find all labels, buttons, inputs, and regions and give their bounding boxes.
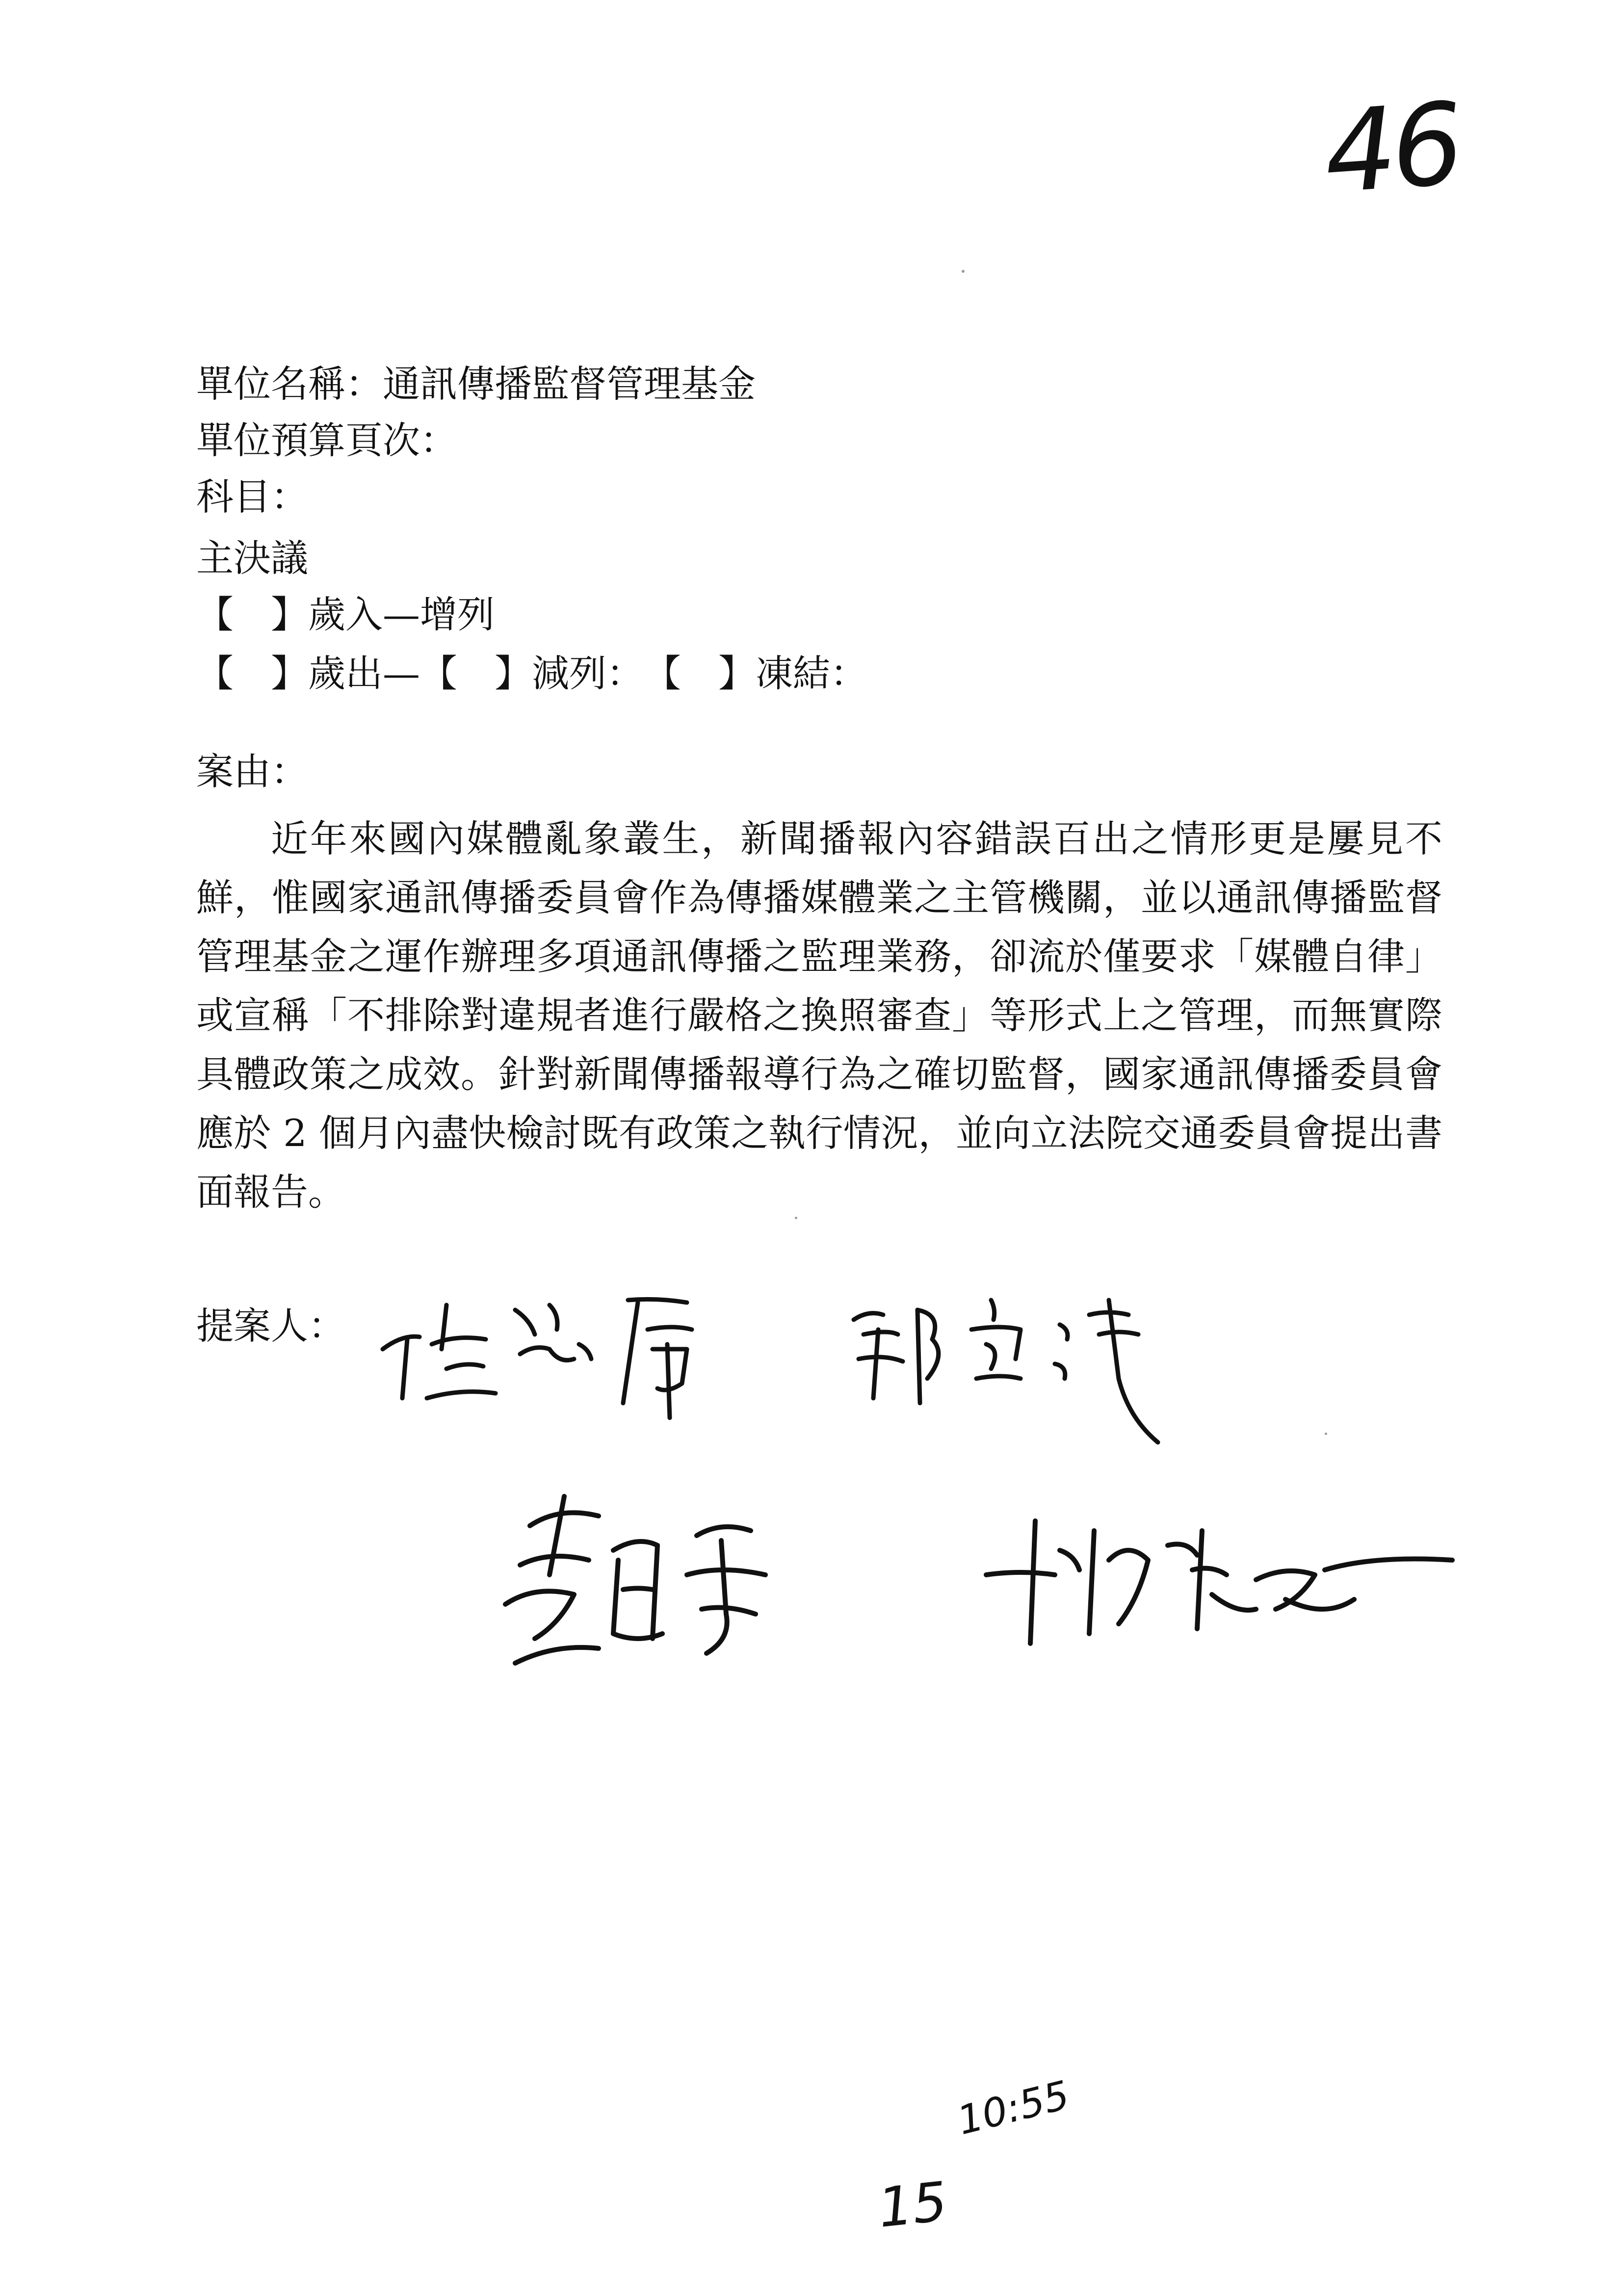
signature-1: [373, 1276, 775, 1423]
unit-name: 單位名稱：通訊傳播監督管理基金: [196, 362, 756, 406]
revenue-line: 【 】歲入—增列: [196, 593, 495, 636]
scan-speck: [962, 270, 965, 273]
reason-body: 近年來國內媒體亂象叢生，新聞播報內容錯誤百出之情形更是屢見不鮮，惟國家通訊傳播委員會作為傳播媒體業之主管機關，並以通訊傳播監督管理基金之運作辦理多項通訊傳播之監理業務，卻流於僅要求「媒體自律」或宣稱「不排除對違規者進行嚴格之換照審查」等形式上之管理，而無實際具體政策之成效。針對新聞傳播報導行為之確切監督，國家通訊傳播委員會應於 2 個月內盡快檢討既有政策之執行情況，並向立法院交通委員會提出書面報告。: [196, 817, 1442, 1214]
proposer-label: 提案人：: [196, 1304, 345, 1348]
signature-3: [491, 1477, 834, 1683]
resolution-label: 主決議: [196, 536, 308, 580]
budget-page: 單位預算頁次：: [196, 418, 457, 462]
scan-speck: [795, 1217, 797, 1219]
signature-4: [981, 1501, 1472, 1658]
page-number: 46: [1320, 78, 1463, 219]
handwritten-time-note: 10:55: [953, 2072, 1074, 2144]
expenditure-line: 【 】歲出—【 】減列： 【 】凍結：: [196, 652, 867, 695]
signature-2: [844, 1280, 1187, 1457]
reason-label: 案由：: [196, 750, 308, 793]
subject: 科目：: [196, 475, 308, 519]
scan-speck: [1325, 1433, 1327, 1435]
handwritten-count-note: 15: [875, 2170, 950, 2240]
